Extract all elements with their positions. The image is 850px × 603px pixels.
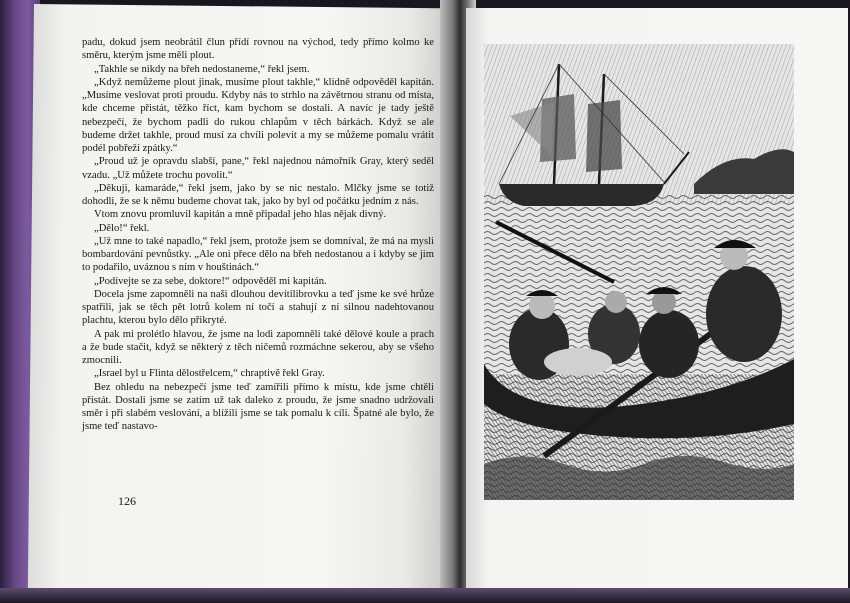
paragraph: padu, dokud jsem neobrátil člun přídí rovnou na východ, tedy přímo kolmo ke směru, kterým jsme měli plout. — [82, 37, 434, 62]
paragraph: Vtom znovu promluvil kapitán a mně připadal jeho hlas nějak divný. — [94, 209, 387, 221]
paragraph: „Dělo!“ řekl. — [94, 222, 150, 234]
paragraph: „Israel byl u Flinta dělostřelcem,“ chraptivě řekl Gray. — [94, 368, 325, 380]
paragraph: „Takhle se nikdy na břeh nedostaneme,“ řekl jsem. — [94, 63, 310, 75]
page-bottom-edge — [0, 588, 850, 603]
ship-and-rowboat-engraving-icon — [484, 44, 794, 500]
engraving-illustration — [484, 44, 794, 500]
page-number: 126 — [118, 494, 136, 508]
paragraph: Docela jsme zapomněli na naši dlouhou devítilibrovku a teď jsme ke své hrůze spatřili, jak se těch pět lotrů kolem ní točí a stahují z ní silnou nadehtovanou plachtu, kterou bylo dělo přikryté. — [82, 288, 434, 327]
paragraph: Bez ohledu na nebezpečí jsme teď zamířili přímo k místu, kde jsme chtěli přistát. Dostali jsme se zatím už tak daleko z proudu, že jsme snadno udržovali směr i při slabém veslování, a blížili jsme se tak pomalu k cíli. Špatné ale bylo, že jsme teď nastavo- — [82, 381, 434, 433]
paragraph: „Podívejte se za sebe, doktore!“ odpověděl mi kapitán. — [94, 275, 327, 287]
paragraph: A pak mi prolétlo hlavou, že jsme na lodi zapomněli také dělové koule a prach a že bude stačit, když se některý z těch ničemů rozmáchne sekerou, aby se všeho zmocnili. — [82, 328, 434, 366]
paragraph: „Děkuji, kamaráde,“ řekl jsem, jako by se nic nestalo. Mlčky jsme se totiž dohodli, že se k němu budeme chovat tak, jako by byl od počátku jedním z nás. — [82, 182, 434, 207]
body-text — [82, 36, 434, 434]
paragraph: „Když nemůžeme plout jinak, musíme plout takhle,“ klidně odpověděl kapitán. „Musíme veslovat proti proudu. Kdyby nás to strhlo na závětrnou stranu od místa, kde chceme přistát, těžko říct, kam bychom se dostali. A navíc je tady ještě nebezpečí, že bychom padli do rukou chlapům v těch bárkách. Když se ale budeme držet takhle, proud musí za chvíli polevit a my se můžeme pomalu vrátit podél pobřeží zpátky.“ — [82, 76, 434, 154]
paragraph: „Proud už je opravdu slabší, pane,“ řekl najednou námořník Gray, který seděl vzadu. „Už můžete trochu povolit.“ — [82, 156, 434, 181]
paragraph: „Už mne to také napadlo,“ řekl jsem, protože jsem se domníval, že má na mysli bombardování pevnůstky. „Ale oni přece dělo na břeh nedostanou a i kdyby se jim to podařilo, uváznou s ním v houštinách.“ — [82, 235, 434, 274]
